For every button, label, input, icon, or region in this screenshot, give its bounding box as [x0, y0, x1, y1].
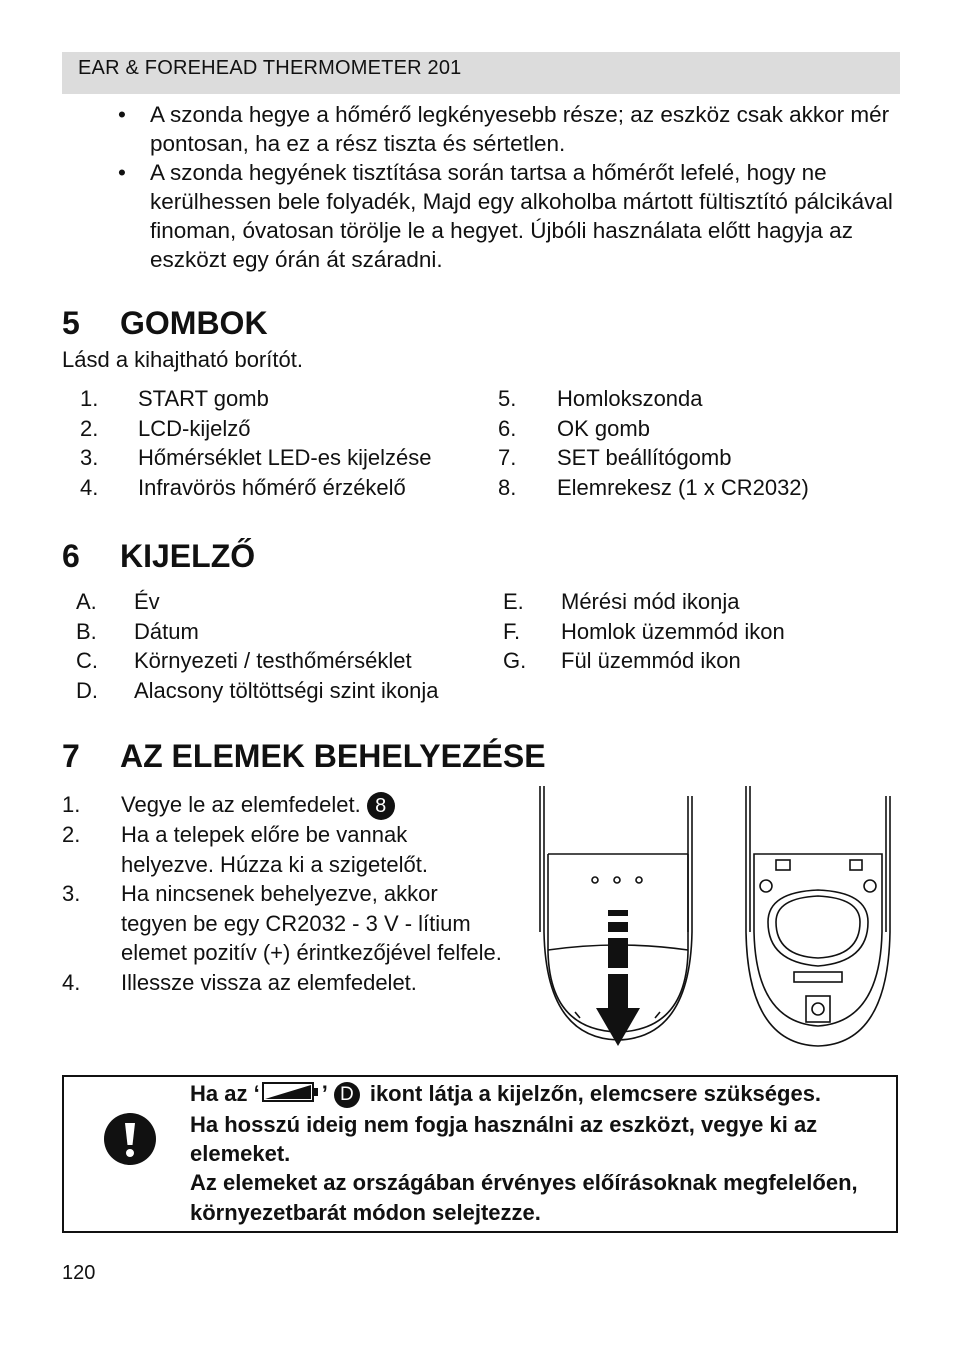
- section-title: KIJELZŐ: [120, 538, 256, 574]
- bullet-list: [118, 100, 908, 274]
- list-item: [503, 617, 898, 647]
- step-item: [62, 790, 502, 820]
- step-number: 2.: [62, 822, 81, 848]
- item-key: 6.: [498, 415, 517, 441]
- step-number: 4.: [62, 969, 81, 995]
- item-label: Homlok üzemmód ikon: [561, 618, 785, 644]
- list-item: [76, 646, 506, 676]
- item-label: SET beállítógomb: [557, 445, 732, 470]
- list-item: [503, 646, 898, 676]
- warning-text: [190, 1079, 894, 1227]
- list-item: [80, 414, 500, 444]
- step-text: Ha a telepek előre be vannak helyezve. Húzza ki a szigetelőt.: [121, 822, 428, 877]
- item-label: Év: [134, 589, 160, 614]
- item-label: Alacsony töltöttségi szint ikonja: [134, 677, 439, 703]
- bullet-symbol: •: [118, 160, 126, 185]
- buttons-list-right: [498, 384, 898, 502]
- section-number: 7: [62, 738, 80, 774]
- step-item: [62, 968, 502, 998]
- step-text: Illessze vissza az elemfedelet.: [121, 969, 417, 995]
- item-label: START gomb: [138, 386, 269, 411]
- section-title: AZ ELEMEK BEHELYEZÉSE: [120, 738, 546, 774]
- list-item: [498, 414, 898, 444]
- list-item: [498, 473, 898, 503]
- section-heading-kijelzo: [62, 538, 255, 575]
- warning-quote: ’: [321, 1081, 328, 1106]
- item-key: A.: [76, 589, 97, 614]
- header-title: EAR & FOREHEAD THERMOMETER 201: [78, 57, 462, 79]
- list-item: [503, 587, 898, 617]
- item-key: 7.: [498, 445, 517, 470]
- item-label: Környezeti / testhőmérséklet: [134, 648, 412, 673]
- item-label: Infravörös hőmérő érzékelő: [138, 474, 406, 500]
- item-label: Hőmérséklet LED-es kijelzése: [138, 445, 432, 470]
- display-list-right: [503, 587, 898, 676]
- item-key: C.: [76, 648, 98, 673]
- list-item: [80, 443, 500, 473]
- item-key: G.: [503, 648, 527, 673]
- warning-line-1: [190, 1079, 894, 1110]
- exclamation-icon: [104, 1113, 156, 1170]
- bullet-item: [118, 158, 908, 274]
- list-item: [498, 443, 898, 473]
- item-key: B.: [76, 618, 97, 644]
- warning-box: [62, 1075, 898, 1233]
- item-key: 3.: [80, 445, 99, 470]
- warning-line-3: Az elemeket az országában érvényes előírásoknak megfelelően, környezetbarát módon selejtezze.: [190, 1170, 858, 1225]
- list-item: [80, 384, 500, 414]
- callout-badge: 8: [367, 792, 395, 820]
- step-text: Ha nincsenek behelyezve, akkor tegyen be egy CR2032 - 3 V - lítium elemet pozitív (+) érintkezőjével felfele.: [121, 881, 502, 966]
- section-intro: Lásd a kihajtható borítót.: [62, 347, 303, 372]
- step-item: [62, 820, 502, 879]
- item-key: 5.: [498, 386, 517, 411]
- item-label: Mérési mód ikonja: [561, 589, 740, 614]
- arrow-down-icon: [596, 910, 640, 1046]
- item-label: Fül üzemmód ikon: [561, 648, 741, 673]
- item-label: Elemrekesz (1 x CR2032): [557, 474, 809, 500]
- section-heading-gombok: [62, 305, 268, 342]
- step-text: Vegye le az elemfedelet.: [121, 792, 361, 817]
- page-number: 120: [62, 1262, 96, 1284]
- battery-illustration: [530, 782, 900, 1057]
- display-callout-badge: D: [334, 1082, 360, 1108]
- battery-compartment-illustration: [746, 786, 890, 1046]
- list-item: [80, 473, 500, 503]
- section-heading-elemek: [62, 738, 546, 775]
- list-item: [76, 676, 506, 706]
- step-item: [62, 879, 502, 968]
- bullet-symbol: •: [118, 102, 126, 127]
- warning-prefix: Ha az ‘: [190, 1081, 260, 1106]
- item-key: 2.: [80, 415, 99, 441]
- low-battery-icon: [262, 1081, 320, 1110]
- item-key: 4.: [80, 474, 99, 500]
- section-number: 6: [62, 538, 80, 574]
- item-key: F.: [503, 618, 521, 644]
- item-key: 8.: [498, 474, 517, 500]
- list-item: [76, 587, 506, 617]
- item-label: Dátum: [134, 618, 199, 644]
- bullet-text: A szonda hegye a hőmérő legkényesebb része; az eszköz csak akkor mér pontosan, ha ez a rész tiszta és sértetlen.: [150, 102, 890, 156]
- buttons-list-left: [80, 384, 500, 502]
- item-key: 1.: [80, 386, 99, 411]
- bullet-item: [118, 100, 908, 158]
- header-bar: [62, 52, 900, 94]
- section-title: GOMBOK: [120, 305, 268, 341]
- item-key: D.: [76, 677, 98, 703]
- step-number: 3.: [62, 881, 81, 907]
- item-label: Homlokszonda: [557, 386, 703, 411]
- warning-suffix: ikont látja a kijelzőn, elemcsere szükséges.: [369, 1081, 822, 1106]
- item-label: LCD-kijelző: [138, 415, 251, 441]
- display-list-left: [76, 587, 506, 705]
- warning-line-2: Ha hosszú ideig nem fogja használni az eszközt, vegye ki az elemeket.: [190, 1111, 818, 1167]
- item-key: E.: [503, 589, 524, 614]
- bullet-text: A szonda hegyének tisztítása során tartsa a hőmérőt lefelé, hogy ne kerülhessen bele folyadék, Majd egy alkoholba mártott fültisztító pálcikával finoman, óvatosan törölje le a hegyet. Újbóli használata előtt hagyja az eszközt egy órán át száradni.: [150, 160, 893, 272]
- step-number: 1.: [62, 792, 81, 817]
- list-item: [76, 617, 506, 647]
- battery-steps: [62, 790, 502, 997]
- list-item: [498, 384, 898, 414]
- item-label: OK gomb: [557, 415, 650, 441]
- section-number: 5: [62, 305, 80, 341]
